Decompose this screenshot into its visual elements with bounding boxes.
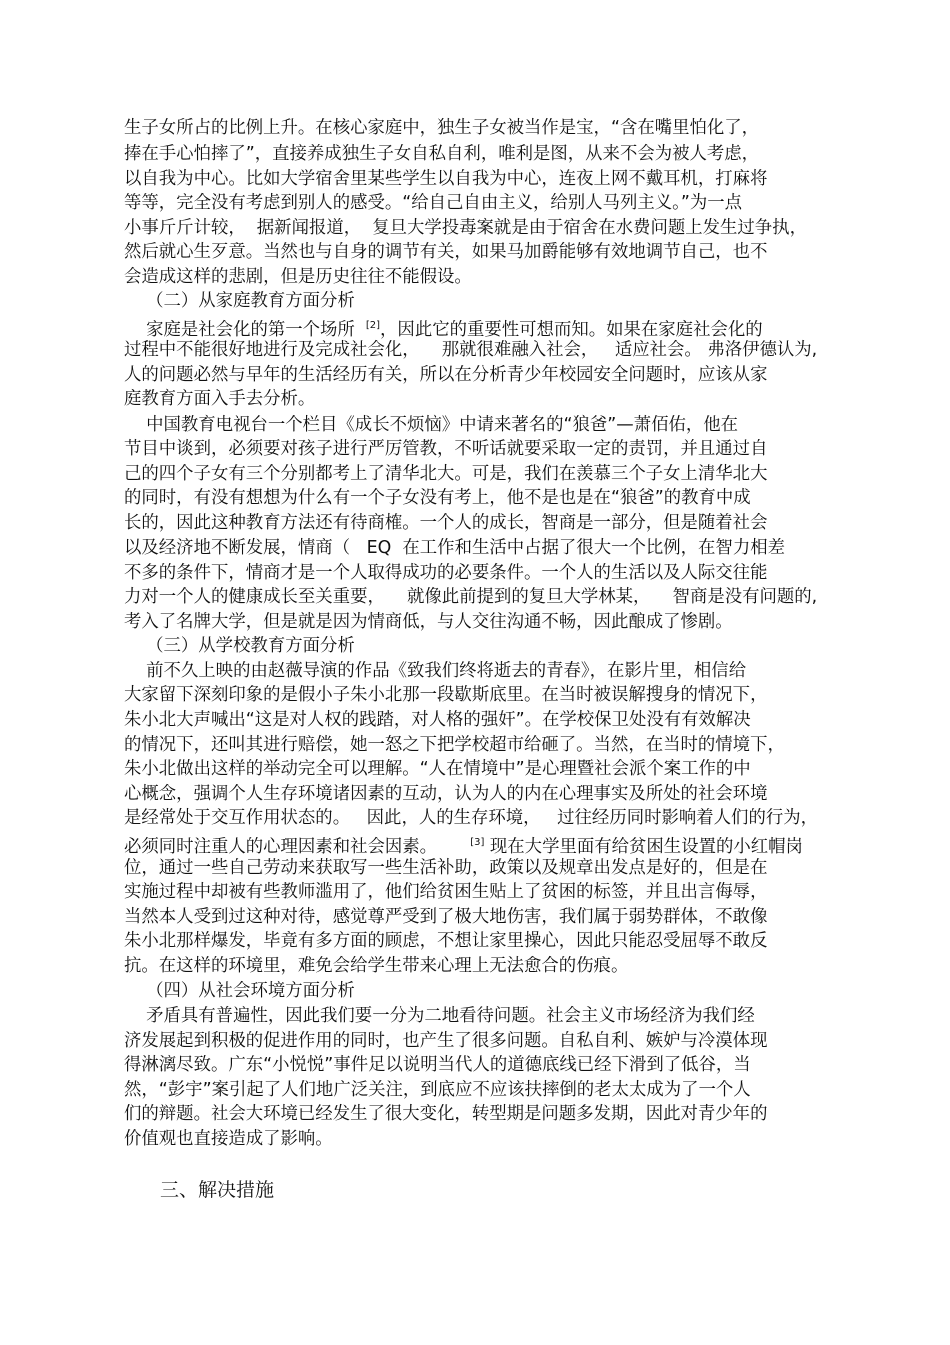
text-line: 朱小北那样爆发，毕竟有多方面的顾虑，不想让家里操心，因此只能忍受屈辱不敢反 [124, 931, 768, 951]
text-line: 小事斤斤计较， 据新闻报道， 复旦大学投毒案就是由于宿舍在水费问题上发生过争执， [124, 218, 807, 238]
subsection-heading: （二）从家庭教育方面分析 [124, 291, 355, 311]
subsection-heading: （三）从学校教育方面分析 [124, 636, 355, 656]
text-line: 们的辩题。社会大环境已经发生了很大变化，转型期是问题多发期，因此对青少年的 [124, 1104, 768, 1124]
citation-marker: [3] [470, 837, 485, 848]
text-line: 抗。在这样的环境里，难免会给学生带来心理上无法愈合的伤痕。 [124, 956, 629, 976]
text-segment: 家庭是社会化的第一个场所 [124, 320, 366, 340]
text-line: 的情况下，还叫其进行赔偿，她一怒之下把学校超市给砸了。当然，在当时的情境下， [124, 735, 785, 755]
citation-marker: [2] [365, 320, 381, 331]
text-line: 长的，因此这种教育方法还有待商榷。一个人的成长，智商是一部分，但是随着社会 [124, 513, 768, 533]
text-line: 大家留下深刻印象的是假小子朱小北那一段歇斯底里。在当时被误解搜身的情况下， [124, 685, 768, 705]
text-line: 然后就心生歹意。当然也与自身的调节有关，如果马加爵能够有效地调节自己，也不 [124, 242, 768, 262]
text-line: 捧在手心怕摔了”，直接养成独生子女自私自利，唯利是图，从来不会为被人考虑， [124, 144, 760, 164]
text-line-with-citation [124, 314, 763, 338]
subsection-heading: （四）从社会环境方面分析 [124, 981, 355, 1001]
text-line: 朱小北大声喊出“这是对人权的践踏，对人格的强奸”。在学校保卫处没有有效解决 [124, 710, 751, 730]
text-line: 得淋漓尽致。广东“小悦悦”事件足以说明当代人的道德底线已经下滑到了低谷，当 [124, 1055, 751, 1075]
text-line: 价值观也直接造成了影响。 [124, 1129, 333, 1149]
text-line: 是经常处于交互作用状态的。 因此，人的生存环境， 过往经历同时影响着人们的行为， [124, 808, 819, 828]
text-line: 朱小北做出这样的举动完全可以理解。“人在情境中”是心理暨社会派个案工作的中 [124, 759, 751, 779]
text-line: 前不久上映的由赵薇导演的作品《致我们终将逝去的青春》，在影片里，相信给 [124, 661, 747, 681]
text-line: 己的四个子女有三个分别都考上了清华北大。可是，我们在羡慕三个子女上清华北大 [124, 464, 768, 484]
text-line: 庭教育方面入手去分析。 [124, 389, 316, 409]
text-segment: ，因此它的重要性可想而知。如果在家庭社会化的 [380, 320, 763, 340]
text-line: 以及经济地不断发展，情商（ EQ 在工作和生活中占据了很大一个比例，在智力相差 [124, 538, 785, 558]
text-line: 节目中谈到，必须要对孩子进行严厉管教，不听话就要采取一定的责罚，并且通过自 [124, 439, 768, 459]
text-line: 以自我为中心。比如大学宿舍里某些学生以自我为中心，连夜上网不戴耳机，打麻将 [124, 169, 768, 189]
text-segment: 必须同时注重人的心理因素和社会因素。 [124, 837, 471, 857]
text-line: 然，“彭宇”案引起了人们地广泛关注，到底应不应该扶摔倒的老太太成为了一个人 [124, 1080, 751, 1100]
text-line: 的同时，有没有想想为什么有一个子女没有考上，他不是也是在“狼爸”的教育中成 [124, 488, 751, 508]
text-line: 实施过程中却被有些教师滥用了，他们给贫困生贴上了贫困的标签，并且出言侮辱， [124, 882, 768, 902]
text-line: 过程中不能很好地进行及完成社会化， 那就很难融入社会， 适应社会。 弗洛伊德认为, [124, 340, 818, 360]
text-line: 心概念，强调个人生存环境诸因素的互动，认为人的内在心理事实及所处的社会环境 [124, 784, 768, 804]
text-line: 矛盾具有普遍性，因此我们要一分为二地看待问题。社会主义市场经济为我们经 [124, 1006, 755, 1026]
text-line: 位，通过一些自己劳动来获取写一些生活补助，政策以及规章出发点是好的，但是在 [124, 858, 768, 878]
text-segment: 现在大学里面有给贫困生设置的小红帽岗 [484, 837, 803, 857]
text-line: 等等，完全没有考虑到别人的感受。“给自己自由主义，给别人马列主义。”为一点 [124, 193, 742, 213]
text-line: 不多的条件下，情商才是一个人取得成功的必要条件。一个人的生活以及人际交往能 [124, 563, 768, 583]
text-line: 力对一个人的健康成长至关重要， 就像此前提到的复旦大学林某， 智商是没有问题的, [124, 587, 818, 607]
text-line-with-citation [124, 831, 803, 855]
text-line: 会造成这样的悲剧，但是历史往往不能假设。 [124, 267, 472, 287]
text-line: 济发展起到积极的促进作用的同时，也产生了很多问题。自私自利、嫉妒与冷漠体现 [124, 1031, 768, 1051]
section-heading: 三、解决措施 [160, 1179, 275, 1201]
text-line: 中国教育电视台一个栏目《成长不烦恼》中请来著名的“狼爸”—萧佰佑，他在 [124, 415, 739, 435]
text-line: 考入了名牌大学，但是就是因为情商低，与人交往沟通不畅，因此酿成了惨剧。 [124, 612, 733, 632]
text-line: 当然本人受到过这种对待，感觉尊严受到了极大地伤害，我们属于弱势群体，不敢像 [124, 907, 768, 927]
text-line: 人的问题必然与早年的生活经历有关，所以在分析青少年校园安全问题时，应该从家 [124, 365, 768, 385]
text-line: 生子女所占的比例上升。在核心家庭中，独生子女被当作是宝，“含在嘴里怕化了， [124, 118, 760, 138]
